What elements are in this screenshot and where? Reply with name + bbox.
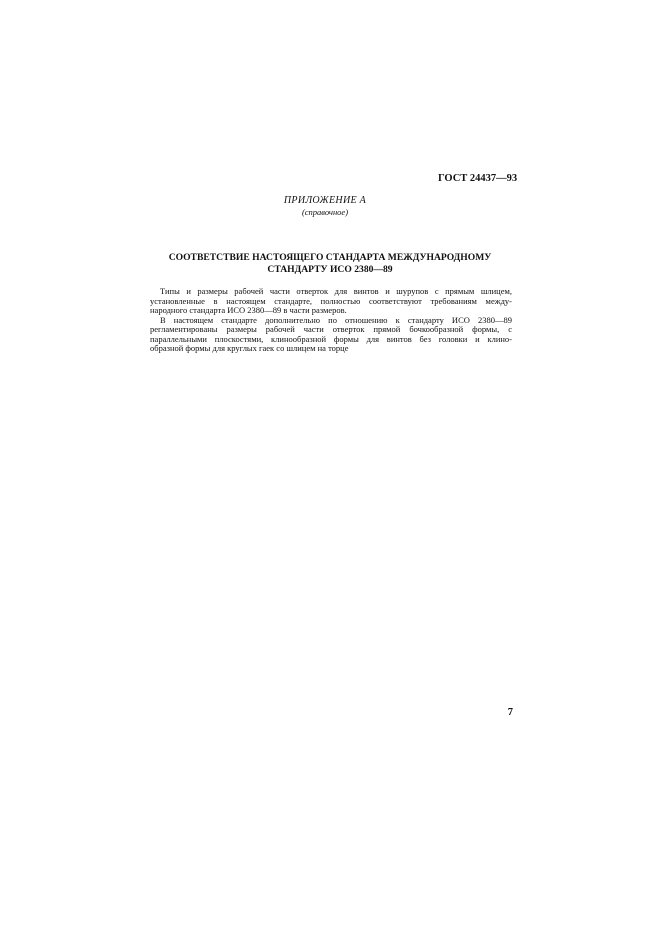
document-code: ГОСТ 24437—93 <box>438 173 518 184</box>
section-heading-line: СТАНДАРТУ ИСО 2380—89 <box>267 264 393 275</box>
appendix-title: ПРИЛОЖЕНИЕ А <box>283 195 367 206</box>
paragraph <box>150 316 512 354</box>
paragraph-line: регламентированы размеры рабочей части отверток прямой бочкообразной формы, с <box>150 324 512 334</box>
appendix-subtitle: (справочное) <box>301 207 349 217</box>
section-heading <box>150 252 510 276</box>
paragraph-line: образной формы для круглых гаек со шлицем на торце <box>150 343 349 353</box>
paragraph-line: В настоящем стандарте дополнительно по отношению к стандарту ИСО 2380—89 <box>160 314 512 325</box>
paragraph-line: параллельными плоскостями, клинообразной формы для винтов без головки и клино- <box>150 333 512 344</box>
section-heading-line: СООТВЕТСТВИЕ НАСТОЯЩЕГО СТАНДАРТА МЕЖДУНАРОДНОМУ <box>168 252 492 263</box>
paragraph-line: установленные в настоящем стандарте, полностью соответствуют требованиям между- <box>150 295 512 306</box>
paragraph-line: народного стандарта ИСО 2380—89 в части размеров. <box>150 305 347 315</box>
body-text <box>150 287 512 354</box>
page-number: 7 <box>507 707 513 718</box>
paragraph-line: Типы и размеры рабочей части отверток для винтов и шурупов с прямым шлицем, <box>160 286 512 296</box>
paragraph <box>150 287 512 316</box>
